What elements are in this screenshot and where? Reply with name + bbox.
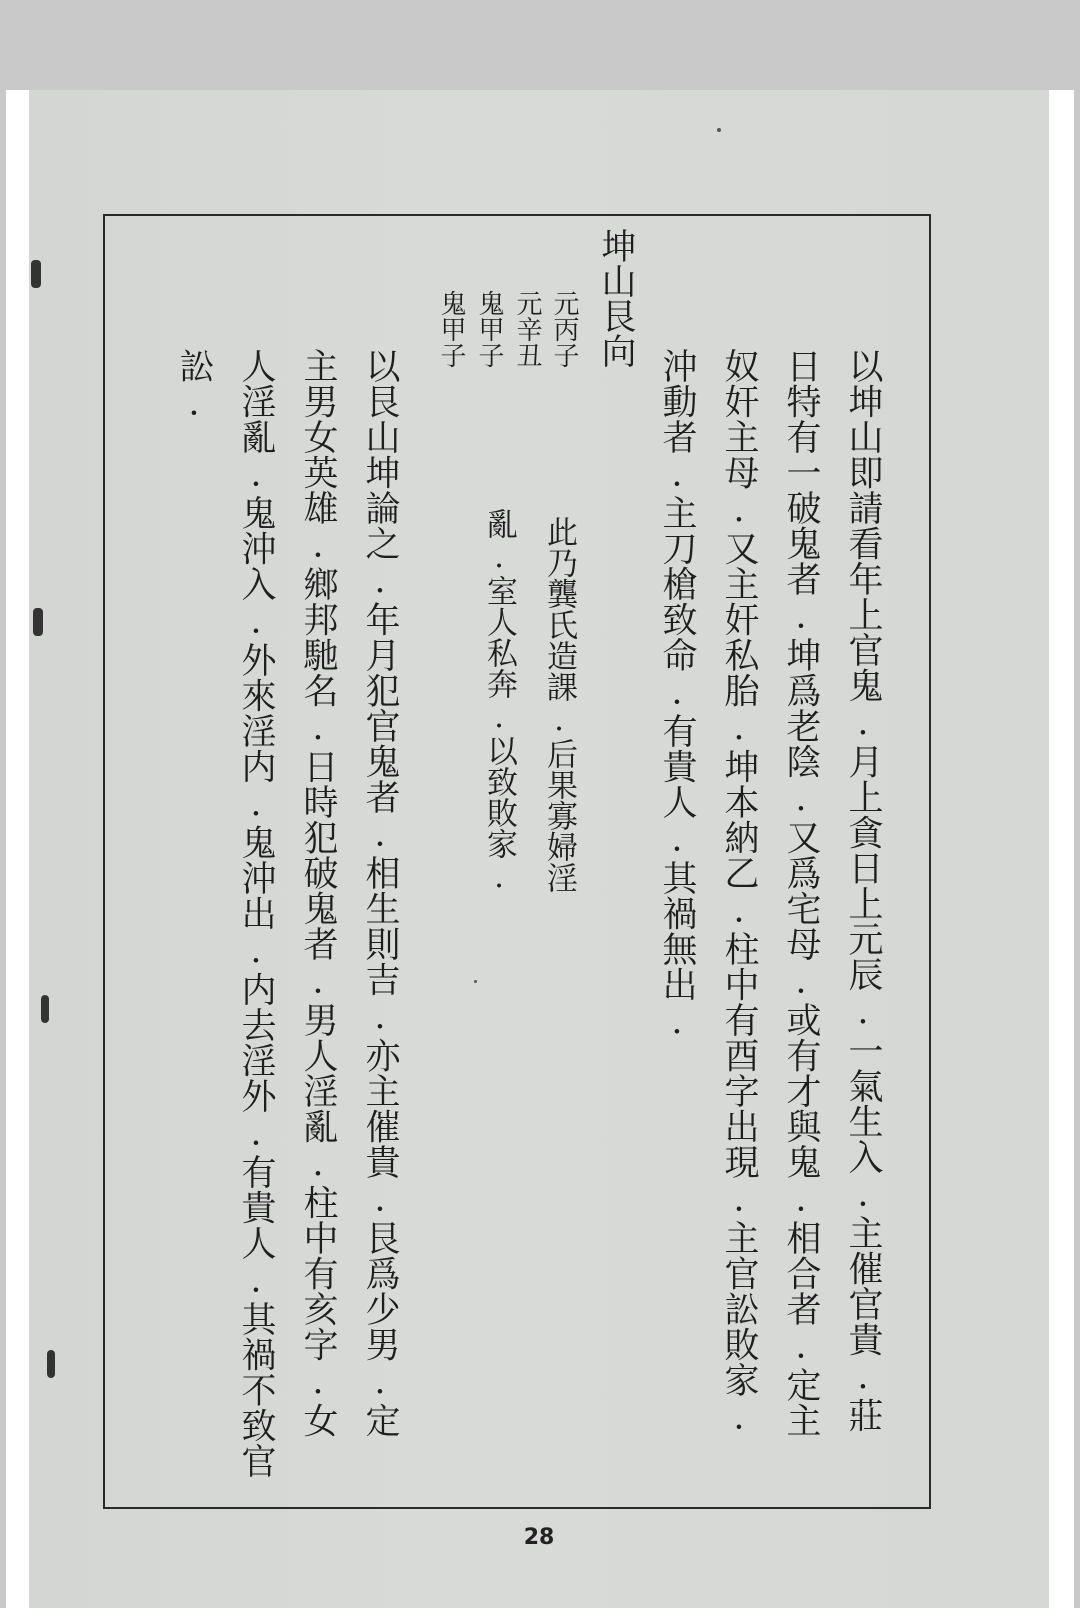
body2-column-2: 主男女英雄.鄉邦馳名.日時犯破鬼者.男人淫亂.柱中有亥字.女 [298, 348, 338, 1438]
body-column-4: 沖動者.主刀槍致命.有貴人.其禍無出. [657, 348, 697, 1043]
body2-column-3: 人淫亂.鬼沖入.外來淫内.鬼沖出.内去淫外.有貴人.其禍不致官 [236, 348, 276, 1479]
text-frame [103, 214, 931, 1509]
body-column-3: 奴奸主母.又主奸私胎.坤本納乙.柱中有酉字出現.主官訟敗家. [719, 348, 759, 1438]
section-title: 坤山艮向 [596, 228, 636, 368]
scanned-page [29, 90, 1049, 1608]
chart-label-year: 元丙子 [549, 290, 579, 368]
page-background [6, 90, 1074, 1608]
body2-column-4: 訟. [174, 348, 214, 424]
scan-speck [717, 128, 721, 132]
binding-hole-mark [31, 260, 41, 288]
chart-label-month: 元辛丑 [512, 290, 542, 368]
binding-hole-mark [41, 995, 49, 1023]
body2-column-1: 以艮山坤論之.年月犯官鬼者.相生則吉.亦主催貴.艮爲少男.定 [360, 348, 400, 1438]
body-column-1: 以坤山即請看年上官鬼.月上貪日上元辰.一氣生入.主催官貴.莊 [843, 348, 883, 1433]
case-note-line-1: 此乃龔氏造課.后果寡婦淫 [541, 516, 577, 893]
page-number: 28 [523, 1525, 555, 1550]
case-note-line-2: 亂.室人私奔.以致敗家. [481, 508, 517, 895]
chart-label-day: 鬼甲子 [474, 290, 504, 368]
body-column-2: 日特有一破鬼者.坤爲老陰.又爲宅母.或有才與鬼.相合者.定主 [781, 348, 821, 1438]
binding-hole-mark [33, 608, 43, 636]
chart-label-hour: 鬼甲子 [436, 290, 466, 368]
binding-hole-mark [47, 1350, 55, 1378]
